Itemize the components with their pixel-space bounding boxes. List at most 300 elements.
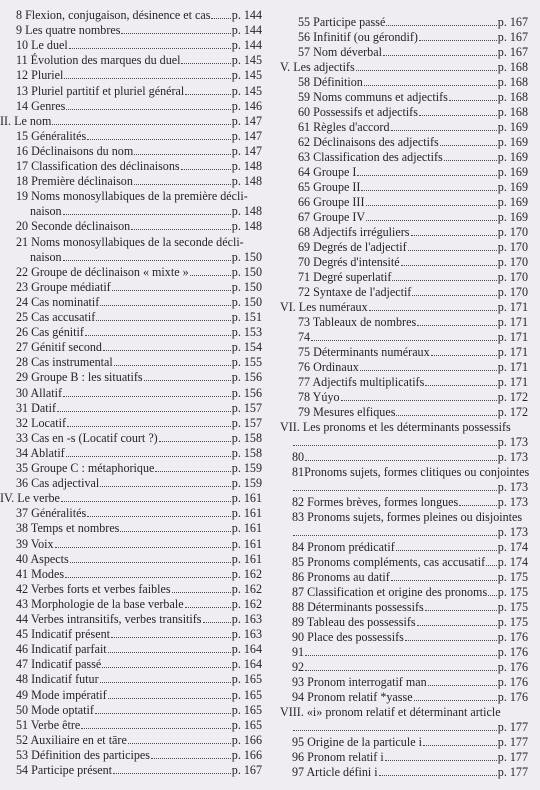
dot-leader <box>55 538 231 548</box>
toc-entry-title: 55 Participe passé <box>298 15 386 29</box>
toc-page-number: p. 169 <box>497 135 528 149</box>
toc-entry <box>276 226 528 239</box>
toc-entry-title: 75 Déterminants numéraux <box>298 345 430 359</box>
toc-entry-title: 32 Locatif <box>16 415 67 430</box>
toc-entry <box>0 628 262 641</box>
toc-page-number: p. 171 <box>497 360 528 374</box>
toc-page-number: p. 170 <box>497 225 528 239</box>
toc-entry <box>276 586 528 599</box>
toc-entry-title: 37 Généralités <box>16 506 87 521</box>
toc-page-number: p. 150 <box>231 249 262 264</box>
toc-entry <box>0 130 262 143</box>
toc-entry <box>0 598 262 611</box>
toc-entry <box>0 417 262 430</box>
dot-leader <box>172 583 231 593</box>
toc-entry <box>0 69 262 82</box>
toc-entry-title: 15 Généralités <box>16 128 87 143</box>
toc-entry-title: 70 Degrés d'intensité <box>298 255 400 269</box>
toc-entry <box>0 749 262 762</box>
toc-page-number: p. 169 <box>497 165 528 179</box>
toc-entry <box>0 704 262 717</box>
toc-entry-title: 21 Noms monosyllabiques de la seconde décli- <box>16 234 244 249</box>
toc-entry-title: VI. Les numéraux <box>280 300 368 314</box>
dot-leader <box>112 281 231 291</box>
toc-entry-title: 66 Groupe III <box>298 195 365 209</box>
toc-entry <box>276 301 528 314</box>
toc-page-number: p. 156 <box>231 385 262 400</box>
dot-leader <box>417 616 497 626</box>
toc-page-number: p. 173 <box>497 480 528 494</box>
toc-entry-title: 11 Évolution des marques du duel <box>16 53 181 68</box>
toc-entry <box>276 406 528 419</box>
toc-page-number: p. 165 <box>231 672 262 687</box>
dot-leader <box>67 417 231 427</box>
toc-entry-title: 33 Cas en -s (Locatif court ?) <box>16 430 158 445</box>
dot-leader <box>151 749 231 759</box>
toc-entry <box>0 477 262 490</box>
toc-entry-title: 49 Mode impératif <box>16 687 107 702</box>
toc-entry-title: 78 Yúyo <box>298 390 340 404</box>
toc-page-number: p. 162 <box>231 566 262 581</box>
dot-leader <box>449 91 497 101</box>
toc-entry <box>0 326 262 339</box>
toc-page-number: p. 159 <box>231 461 262 475</box>
toc-heading-line <box>0 236 262 249</box>
dot-leader <box>419 31 497 41</box>
toc-entry-title: 57 Nom déverbal <box>298 45 382 59</box>
toc-entry-title: 69 Degrés de l'adjectif <box>298 240 407 254</box>
dot-leader <box>392 271 496 281</box>
toc-entry <box>0 387 262 400</box>
toc-entry-title: 27 Génitif second <box>16 340 102 355</box>
toc-entry <box>0 613 262 626</box>
toc-entry <box>276 286 528 299</box>
dot-leader <box>134 145 231 155</box>
toc-entry-title: 10 Le duel <box>16 38 68 53</box>
dot-leader <box>128 734 231 744</box>
dot-leader <box>357 166 496 176</box>
toc-entry-title: 64 Groupe I <box>298 165 357 179</box>
dot-leader <box>69 39 231 49</box>
toc-entry <box>276 166 528 179</box>
toc-entry <box>276 661 528 674</box>
dot-leader <box>360 361 497 371</box>
dot-leader <box>293 526 497 536</box>
dot-leader <box>61 492 231 502</box>
toc-entry <box>0 311 262 324</box>
dot-leader <box>103 341 231 351</box>
toc-entry <box>276 331 528 344</box>
toc-page-number: p. 157 <box>231 415 262 430</box>
toc-page-number: p. 148 <box>231 174 262 189</box>
toc-page-number: p. 162 <box>231 581 262 596</box>
toc-entry <box>0 492 262 505</box>
dot-leader <box>444 151 497 161</box>
toc-page-number: p. 167 <box>231 763 262 777</box>
dot-leader <box>417 316 497 326</box>
toc-page-number: p. 161 <box>231 491 262 506</box>
toc-page-number: p. 144 <box>231 38 262 53</box>
dot-leader <box>385 751 497 761</box>
toc-page-number: p. 147 <box>231 128 262 143</box>
dot-leader <box>185 85 231 95</box>
dot-leader <box>396 541 497 551</box>
toc-page-number: p. 161 <box>231 536 262 551</box>
dot-leader <box>181 54 230 64</box>
toc-entry <box>0 689 262 702</box>
toc-page-number: p. 169 <box>497 180 528 194</box>
toc-page-number: p. 177 <box>497 750 528 764</box>
dot-leader <box>486 556 497 566</box>
toc-entry-title: 23 Groupe médiatif <box>16 279 111 294</box>
toc-entry <box>276 736 528 749</box>
toc-entry-title: VIII. «i» pronom relatif et déterminant article <box>280 705 501 719</box>
dot-leader <box>131 220 231 230</box>
dot-leader <box>356 61 497 71</box>
toc-page-number: p. 145 <box>231 83 262 98</box>
dot-leader <box>361 181 496 191</box>
dot-leader <box>65 568 231 578</box>
dot-leader <box>459 496 497 506</box>
dot-leader <box>63 205 231 215</box>
toc-entry-title: 34 Ablatif <box>16 445 65 460</box>
toc-page-number: p. 175 <box>497 600 528 614</box>
toc-entry-title: 36 Cas adjectival <box>16 476 100 491</box>
toc-entry <box>0 251 262 264</box>
toc-entry-title: 46 Indicatif parfait <box>16 642 107 657</box>
toc-entry-title: 54 Participe présent <box>16 763 113 777</box>
toc-page-number: p. 171 <box>497 315 528 329</box>
toc-entry-title: 97 Article défini i <box>292 765 378 779</box>
toc-page-number: p. 177 <box>497 720 528 734</box>
toc-page-number: p. 159 <box>231 476 262 491</box>
toc-page-number: p. 168 <box>497 90 528 104</box>
toc-entry-title: 25 Cas accusatif <box>16 310 96 324</box>
dot-leader <box>96 311 231 321</box>
toc-page-number: p. 169 <box>497 195 528 209</box>
toc-entry-title: 14 Genres <box>16 98 66 113</box>
toc-page-number: p. 170 <box>497 285 528 299</box>
toc-entry-title: 16 Déclinaisons du nom <box>16 143 134 158</box>
toc-page-number: p. 155 <box>231 355 262 370</box>
toc-entry <box>276 121 528 134</box>
toc-entry-title: 43 Morphologie de la base verbale <box>16 596 184 611</box>
dot-leader <box>144 371 231 381</box>
toc-entry-title: 65 Groupe II <box>298 180 361 194</box>
toc-page-number: p. 150 <box>231 294 262 309</box>
toc-page-number: p. 144 <box>231 23 262 38</box>
toc-entry <box>276 631 528 644</box>
toc-entry <box>0 9 262 22</box>
toc-page-number: p. 165 <box>231 702 262 717</box>
toc-entry-title: 51 Verbe être <box>16 717 81 732</box>
toc-entry <box>276 61 528 74</box>
toc-entry-title: 9 Les quatre nombres <box>16 23 121 38</box>
toc-heading-line <box>276 421 528 434</box>
toc-entry-title: 12 Pluriel <box>16 68 64 83</box>
toc-entry <box>0 115 262 128</box>
dot-leader <box>364 76 497 86</box>
dot-leader <box>66 100 230 110</box>
toc-entry <box>276 691 528 704</box>
dot-leader <box>87 130 231 140</box>
toc-entry <box>276 346 528 359</box>
dot-leader <box>120 522 230 532</box>
toc-entry <box>276 481 528 494</box>
toc-entry <box>276 526 528 539</box>
toc-entry <box>276 241 528 254</box>
toc-page-number: p. 175 <box>497 615 528 629</box>
toc-entry <box>276 181 528 194</box>
toc-page-number: p. 153 <box>231 325 262 340</box>
toc-entry <box>0 568 262 581</box>
toc-entry-title: 91 <box>292 645 305 659</box>
toc-entry-title: 73 Tableaux de nombres <box>298 315 417 329</box>
toc-page-number: p. 161 <box>231 521 262 536</box>
dot-leader <box>408 241 497 251</box>
toc-entry <box>276 76 528 89</box>
dot-leader <box>155 462 230 472</box>
toc-entry <box>0 658 262 671</box>
dot-leader <box>401 256 497 266</box>
toc-entry-title: 76 Ordinaux <box>298 360 359 374</box>
toc-entry-title: 62 Déclinaisons des adjectifs <box>298 135 439 149</box>
dot-leader <box>440 136 497 146</box>
toc-entry-title: 20 Seconde déclinaison <box>16 219 131 234</box>
dot-leader <box>411 226 497 236</box>
toc-entry-title: 90 Place des possessifs <box>292 630 404 644</box>
dot-leader <box>488 586 497 596</box>
toc-page-number: p. 170 <box>497 255 528 269</box>
toc-entry-title: 59 Noms communs et adjectifs <box>298 90 448 104</box>
toc-entry-title: 47 Indicatif passé <box>16 657 102 672</box>
dot-leader <box>366 196 497 206</box>
toc-page-number: p. 172 <box>497 390 528 404</box>
toc-page-number: p. 147 <box>231 113 262 128</box>
toc-page-number: p. 145 <box>231 53 262 68</box>
toc-entry-title: 42 Verbes forts et verbes faibles <box>16 581 171 596</box>
dot-leader <box>311 331 497 341</box>
toc-entry <box>276 196 528 209</box>
toc-entry-title: 72 Syntaxe de l'adjectif <box>298 285 412 299</box>
toc-page-number: p. 165 <box>231 717 262 732</box>
toc-page-number: p. 175 <box>497 585 528 599</box>
toc-page-number: p. 164 <box>231 657 262 672</box>
toc-entry-title: 24 Cas nominatif <box>16 294 100 309</box>
toc-entry <box>276 556 528 569</box>
toc-entry-title: 50 Mode optatif <box>16 702 94 717</box>
toc-entry-title: 45 Indicatif présent <box>16 627 111 642</box>
toc-page-number: p. 150 <box>231 264 262 279</box>
toc-page-number: p. 173 <box>497 525 528 539</box>
toc-entry <box>0 643 262 656</box>
dot-leader <box>134 175 231 185</box>
toc-entry <box>0 160 262 173</box>
toc-entry <box>0 54 262 67</box>
toc-entry <box>0 296 262 309</box>
toc-entry <box>0 764 262 777</box>
toc-page-number: p. 166 <box>231 732 262 747</box>
toc-entry <box>276 571 528 584</box>
toc-entry-title: 41 Modes <box>16 566 65 581</box>
toc-entry-title: 13 Pluriel partitif et pluriel général <box>16 83 185 98</box>
toc-entry-title: 86 Pronoms au datif <box>292 570 390 584</box>
toc-entry <box>0 583 262 596</box>
toc-entry <box>0 432 262 445</box>
toc-page-number: p. 175 <box>497 570 528 584</box>
dot-leader <box>293 481 497 491</box>
toc-entry <box>276 676 528 689</box>
toc-entry <box>0 462 262 475</box>
dot-leader <box>391 121 497 131</box>
dot-leader <box>63 387 231 397</box>
toc-entry <box>0 341 262 354</box>
dot-leader <box>414 691 497 701</box>
toc-entry <box>0 402 262 415</box>
toc-page-number: p. 168 <box>497 105 528 119</box>
toc-page-number: p. 168 <box>497 60 528 74</box>
dot-leader <box>108 689 231 699</box>
toc-entry <box>0 100 262 113</box>
dot-leader <box>85 326 231 336</box>
dot-leader <box>293 436 497 446</box>
toc-entry-title: 96 Pronom relatif i <box>292 750 384 764</box>
toc-page-number: p. 176 <box>497 660 528 674</box>
toc-entry-title: 81Pronoms sujets, formes clitiques ou conjointes <box>292 465 530 479</box>
toc-page-number: p. 173 <box>497 435 528 449</box>
toc-entry <box>276 136 528 149</box>
dot-leader <box>95 704 231 714</box>
toc-page-number: p. 162 <box>231 596 262 611</box>
dot-leader <box>305 451 497 461</box>
toc-page-number: p. 148 <box>231 219 262 234</box>
toc-entry <box>276 46 528 59</box>
dot-leader <box>431 346 497 356</box>
toc-page-number: p. 167 <box>497 30 528 44</box>
dot-leader <box>190 266 231 276</box>
dot-leader <box>341 391 497 401</box>
toc-page-number: p. 144 <box>231 8 262 22</box>
toc-page-number: p. 161 <box>231 551 262 566</box>
toc-entry-title: naison <box>30 204 62 219</box>
dot-leader <box>293 721 497 731</box>
dot-leader <box>383 46 497 56</box>
toc-page-number: p. 166 <box>231 747 262 762</box>
dot-leader <box>70 553 231 563</box>
toc-entry-title: 82 Formes brèves, formes longues <box>292 495 459 509</box>
dot-leader <box>113 764 231 774</box>
dot-leader <box>57 402 231 412</box>
toc-entry <box>0 356 262 369</box>
toc-page-number: p. 158 <box>231 445 262 460</box>
toc-entry <box>0 85 262 98</box>
toc-page-number: p. 173 <box>497 450 528 464</box>
toc-page-number: p. 150 <box>231 279 262 294</box>
toc-entry-title: 88 Déterminants possessifs <box>292 600 424 614</box>
toc-page-number: p. 151 <box>231 310 262 324</box>
dot-leader <box>159 432 231 442</box>
toc-entry <box>276 451 528 464</box>
toc-entry <box>276 211 528 224</box>
toc-entry <box>276 391 528 404</box>
toc-entry-title: 84 Pronom prédicatif <box>292 540 395 554</box>
toc-page-number: p. 148 <box>231 204 262 219</box>
dot-leader <box>63 251 231 261</box>
toc-entry <box>276 271 528 284</box>
toc-entry-title: 95 Origine de la particule i <box>292 735 422 749</box>
toc-entry-title: 28 Cas instrumental <box>16 355 113 370</box>
toc-page-number: p. 174 <box>497 540 528 554</box>
toc-entry-title: V. Les adjectifs <box>280 60 355 74</box>
toc-entry-title: 71 Degré superlatif <box>298 270 392 284</box>
toc-entry-title: 48 Indicatif futur <box>16 672 99 687</box>
toc-page-number: p. 147 <box>231 143 262 158</box>
toc-entry-title: 58 Définition <box>298 75 363 89</box>
toc-page-number: p. 177 <box>497 735 528 749</box>
toc-entry <box>0 734 262 747</box>
toc-entry <box>0 447 262 460</box>
dot-leader <box>425 601 497 611</box>
toc-entry <box>276 646 528 659</box>
toc-page-number: p. 148 <box>231 159 262 173</box>
toc-page-number: p. 177 <box>497 765 528 779</box>
toc-entry-title: 31 Datif <box>16 400 56 415</box>
toc-entry <box>0 522 262 535</box>
toc-entry-title: 94 Pronom relatif *yasse <box>292 690 413 704</box>
toc-entry <box>0 281 262 294</box>
toc-page-number: p. 163 <box>231 612 262 626</box>
toc-page-number: p. 171 <box>497 345 528 359</box>
toc-page-number: p. 170 <box>497 240 528 254</box>
toc-entry-title: 74 <box>298 330 311 344</box>
toc-entry <box>276 91 528 104</box>
toc-entry <box>276 16 528 29</box>
toc-page-number: p. 176 <box>497 645 528 659</box>
toc-entry <box>0 175 262 188</box>
toc-entry <box>276 721 528 734</box>
dot-leader <box>100 477 230 487</box>
dot-leader <box>100 673 231 683</box>
toc-page-number: p. 167 <box>497 45 528 59</box>
toc-page-number: p. 156 <box>231 370 262 385</box>
toc-entry-title: 39 Voix <box>16 536 54 551</box>
toc-page-number: p. 145 <box>231 68 262 83</box>
dot-leader <box>100 296 230 306</box>
toc-entry <box>0 39 262 52</box>
toc-entry <box>0 205 262 218</box>
dot-leader <box>185 598 231 608</box>
dot-leader <box>81 719 231 729</box>
toc-entry-title: 38 Temps et nombres <box>16 521 120 536</box>
toc-entry <box>276 541 528 554</box>
toc-entry <box>276 436 528 449</box>
toc-entry-title: 53 Définition des participes <box>16 747 151 762</box>
toc-page-number: p. 171 <box>497 330 528 344</box>
toc-page-number: p. 154 <box>231 340 262 355</box>
toc-page-number: p. 169 <box>497 210 528 224</box>
toc-entry <box>0 553 262 566</box>
toc-page-number: p. 157 <box>231 400 262 415</box>
toc-entry <box>276 751 528 764</box>
toc-entry-title: 67 Groupe IV <box>298 210 366 224</box>
toc-entry-title: 29 Groupe B : les situatifs <box>16 370 143 385</box>
toc-entry-title: IV. Le verbe <box>0 491 60 506</box>
toc-entry <box>276 31 528 44</box>
toc-entry-title: 93 Pronom interrogatif man <box>292 675 427 689</box>
toc-entry <box>276 361 528 374</box>
toc-entry-title: 83 Pronoms sujets, formes pleines ou disjointes <box>292 510 523 524</box>
toc-entry <box>276 766 528 779</box>
